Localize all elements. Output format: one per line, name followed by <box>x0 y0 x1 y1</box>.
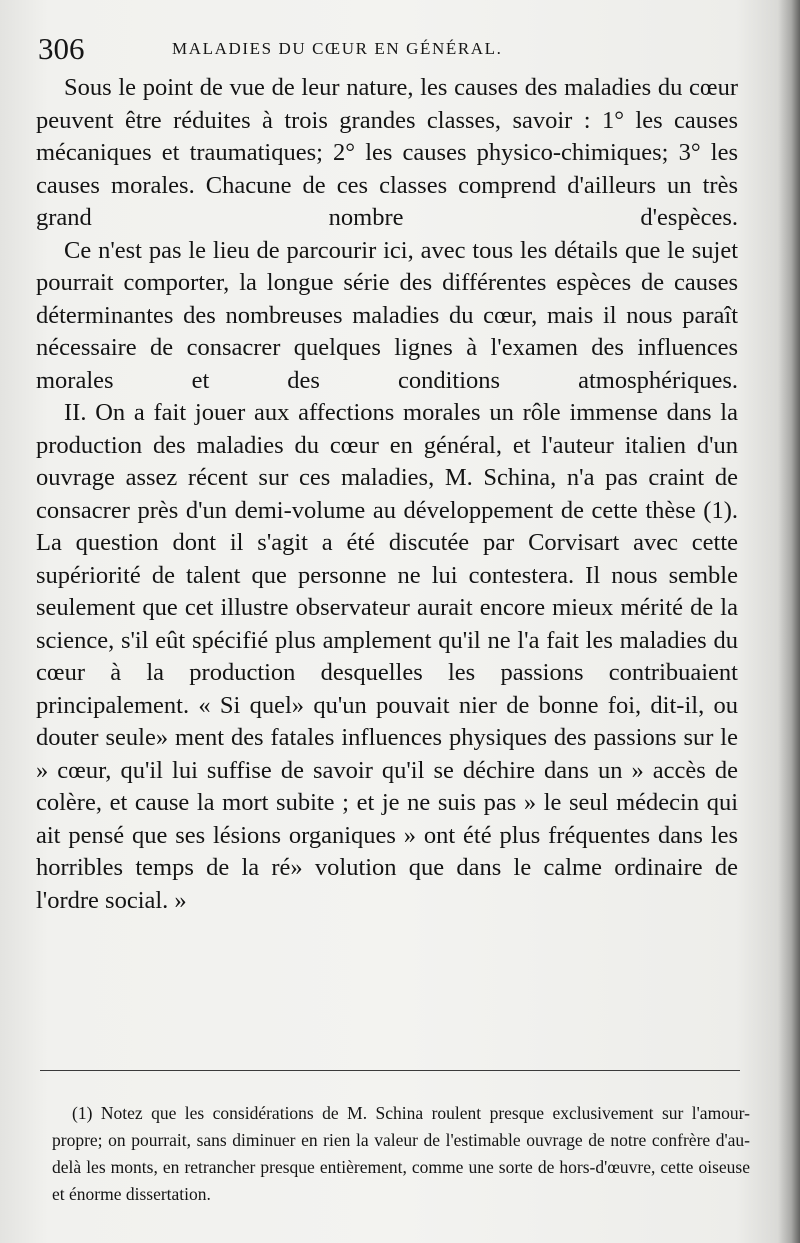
main-text <box>36 72 738 917</box>
page-header <box>38 32 758 66</box>
paragraph-affections-morales: II. On a fait jouer aux affections morales un rôle immense dans la production des maladies du cœur en général, et l'auteur italien d'un ouvrage assez récent sur ces maladies, M. Schina, n'a pas craint de consacrer près d'un demi-volume au développement de cette thèse (1). La question dont il s'agit a été discutée par Corvisart avec cette supériorité de talent que personne ne lui contestera. Il nous semble seulement que cet illustre observateur aurait encore mieux mérité de la science, s'il eût spécifié plus amplement qu'il ne l'a fait les maladies du cœur à la production desquelles les passions contribuaient principalement. « Si quel» qu'un pouvait nier de bonne foi, dit-il, ou douter seule» ment des fatales influences physiques des passions sur le » cœur, qu'il lui suffise de savoir qu'il se déchire dans un » accès de colère, et cause la mort subite ; et je ne suis pas » le seul médecin qui ait pensé que ses lésions organiques » ont été plus fréquentes dans les horribles temps de la ré» volution que dans le calme ordinaire de l'ordre social. » <box>36 399 738 914</box>
page-edge-shadow <box>778 0 800 1243</box>
footnote-divider <box>40 1070 740 1071</box>
paragraph-causes-details: Ce n'est pas le lieu de parcourir ici, avec tous les détails que le sujet pourrait comporter, la longue série des différentes espèces de causes déterminantes des nombreuses maladies du cœur, mais il nous paraît nécessaire de consacrer quelques lignes à l'examen des influences morales et des conditions atmosphériques. <box>36 236 738 394</box>
page-number: 306 <box>38 31 85 66</box>
footnote: (1) Notez que les considérations de M. Schina roulent presque exclusivement sur l'amour-propre; on pourrait, sans diminuer en rien la valeur de l'estimable ouvrage de notre confrère d'au-delà les monts, en retrancher presque entièrement, comme une sorte de hors-d'œuvre, cette oiseuse et énorme dissertation. <box>52 1102 750 1204</box>
running-title: MALADIES DU CŒUR EN GÉNÉRAL. <box>172 39 503 58</box>
paragraph-causes-classes: Sous le point de vue de leur nature, les causes des maladies du cœur peuvent être réduites à trois grandes classes, savoir : 1° les causes mécaniques et traumatiques; 2° les causes physico-chimiques; 3° les causes morales. Chacune de ces classes comprend d'ailleurs un très grand nombre d'espèces. <box>36 74 738 231</box>
